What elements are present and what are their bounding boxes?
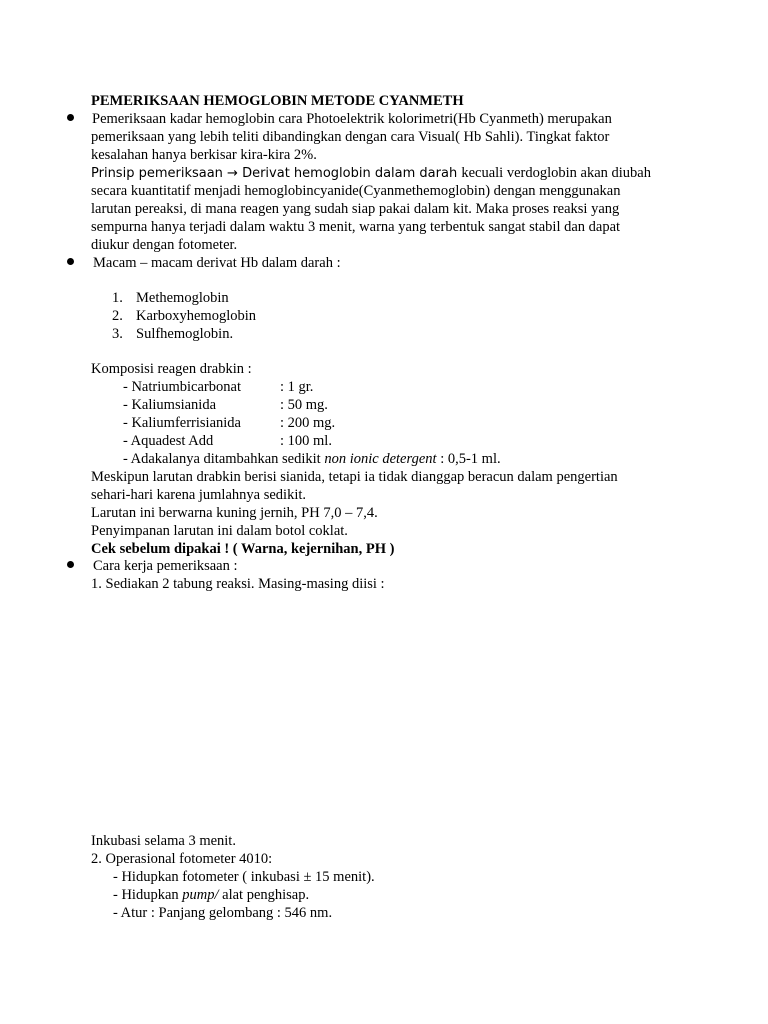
paragraph-line: Pemeriksaan kadar hemoglobin cara Photoelektrik kolorimetri(Hb Cyanmeth) merupakan: [92, 111, 612, 127]
list-item-text: Methemoglobin: [136, 290, 229, 306]
extra-suffix: : 0,5-1 ml.: [436, 451, 501, 467]
ingredient-value: : 1 gr.: [280, 379, 314, 395]
paragraph-line: larutan pereaksi, di mana reagen yang sudah siap pakai dalam kit. Maka proses reaksi yang: [91, 201, 620, 217]
list-item-number: 1.: [112, 290, 123, 306]
bullet-icon: [67, 114, 74, 121]
ingredient-row: [123, 432, 332, 450]
paragraph-line: kesalahan hanya berkisar kira-kira 2%.: [91, 147, 317, 163]
sub2-suffix: alat penghisap.: [218, 887, 310, 903]
note-line: sehari-hari karena jumlahnya sedikit.: [91, 487, 307, 503]
ingredient-value: : 200 mg.: [280, 415, 336, 431]
list-item: [112, 289, 229, 307]
ingredient-row: [123, 414, 336, 432]
warning-line: Cek sebelum dipakai ! ( Warna, kejernihan, PH ): [91, 541, 395, 557]
ingredient-value: : 50 mg.: [280, 397, 328, 413]
ingredient-name: - Natriumbicarbonat: [123, 379, 241, 395]
list-item-number: 3.: [112, 326, 123, 342]
ingredient-value: : 100 ml.: [280, 433, 332, 449]
paragraph-line: diukur dengan fotometer.: [91, 237, 238, 253]
ingredient-name: - Kaliumferrisianida: [123, 415, 241, 431]
bullet-icon: [67, 258, 74, 265]
ingredient-name: - Aquadest Add: [123, 433, 214, 449]
list-item: [112, 307, 257, 325]
list-item-text: Sulfhemoglobin.: [136, 326, 234, 342]
sub-step-line: [113, 886, 309, 904]
sub2-prefix: - Hidupkan: [113, 887, 183, 903]
ingredient-name: - Kaliumsianida: [123, 397, 217, 413]
step-line: 1. Sediakan 2 tabung reaksi. Masing-masing diisi :: [91, 576, 385, 592]
sub2-italic: pump/: [182, 887, 219, 903]
prinsip-line: [91, 164, 651, 183]
prinsip-rest: kecuali verdoglobin akan diubah: [461, 165, 651, 181]
sub-step-line: - Atur : Panjang gelombang : 546 nm.: [113, 905, 333, 921]
komposisi-heading: Komposisi reagen drabkin :: [91, 361, 252, 377]
incubation-line: Inkubasi selama 3 menit.: [91, 833, 236, 849]
paragraph-line: pemeriksaan yang lebih teliti dibandingkan dengan cara Visual( Hb Sahli). Tingkat faktor: [91, 129, 610, 145]
note-line: Penyimpanan larutan ini dalam botol coklat.: [91, 523, 348, 539]
ingredient-row: [123, 396, 328, 414]
bullet-icon: [67, 561, 74, 568]
list-item-number: 2.: [112, 308, 123, 324]
list-item-text: Karboxyhemoglobin: [136, 308, 257, 324]
note-line: Larutan ini berwarna kuning jernih, PH 7,0 – 7,4.: [91, 505, 378, 521]
derivat-heading: Macam – macam derivat Hb dalam darah :: [93, 255, 341, 271]
ingredient-row: [123, 378, 314, 396]
cara-kerja-heading: Cara kerja pemeriksaan :: [93, 558, 238, 574]
paragraph-line: sempurna hanya terjadi dalam waktu 3 menit, warna yang terbentuk sangat stabil dan dapat: [91, 219, 621, 235]
prinsip-prefix: Prinsip pemeriksaan → Derivat hemoglobin dalam darah: [91, 166, 462, 181]
extra-italic: non ionic detergent: [324, 451, 437, 467]
list-item: [112, 325, 234, 343]
ingredient-extra: [123, 450, 501, 468]
paragraph-line: secara kuantitatif menjadi hemoglobincyanide(Cyanmethemoglobin) dengan menggunakan: [91, 183, 621, 199]
sub-step-line: - Hidupkan fotometer ( inkubasi ± 15 menit).: [113, 869, 375, 885]
note-line: Meskipun larutan drabkin berisi sianida, tetapi ia tidak dianggap beracun dalam pengertian: [91, 469, 618, 485]
document-title: PEMERIKSAAN HEMOGLOBIN METODE CYANMETH: [91, 93, 464, 109]
step-line: 2. Operasional fotometer 4010:: [91, 851, 273, 867]
extra-prefix: - Adakalanya ditambahkan sedikit: [123, 451, 325, 467]
